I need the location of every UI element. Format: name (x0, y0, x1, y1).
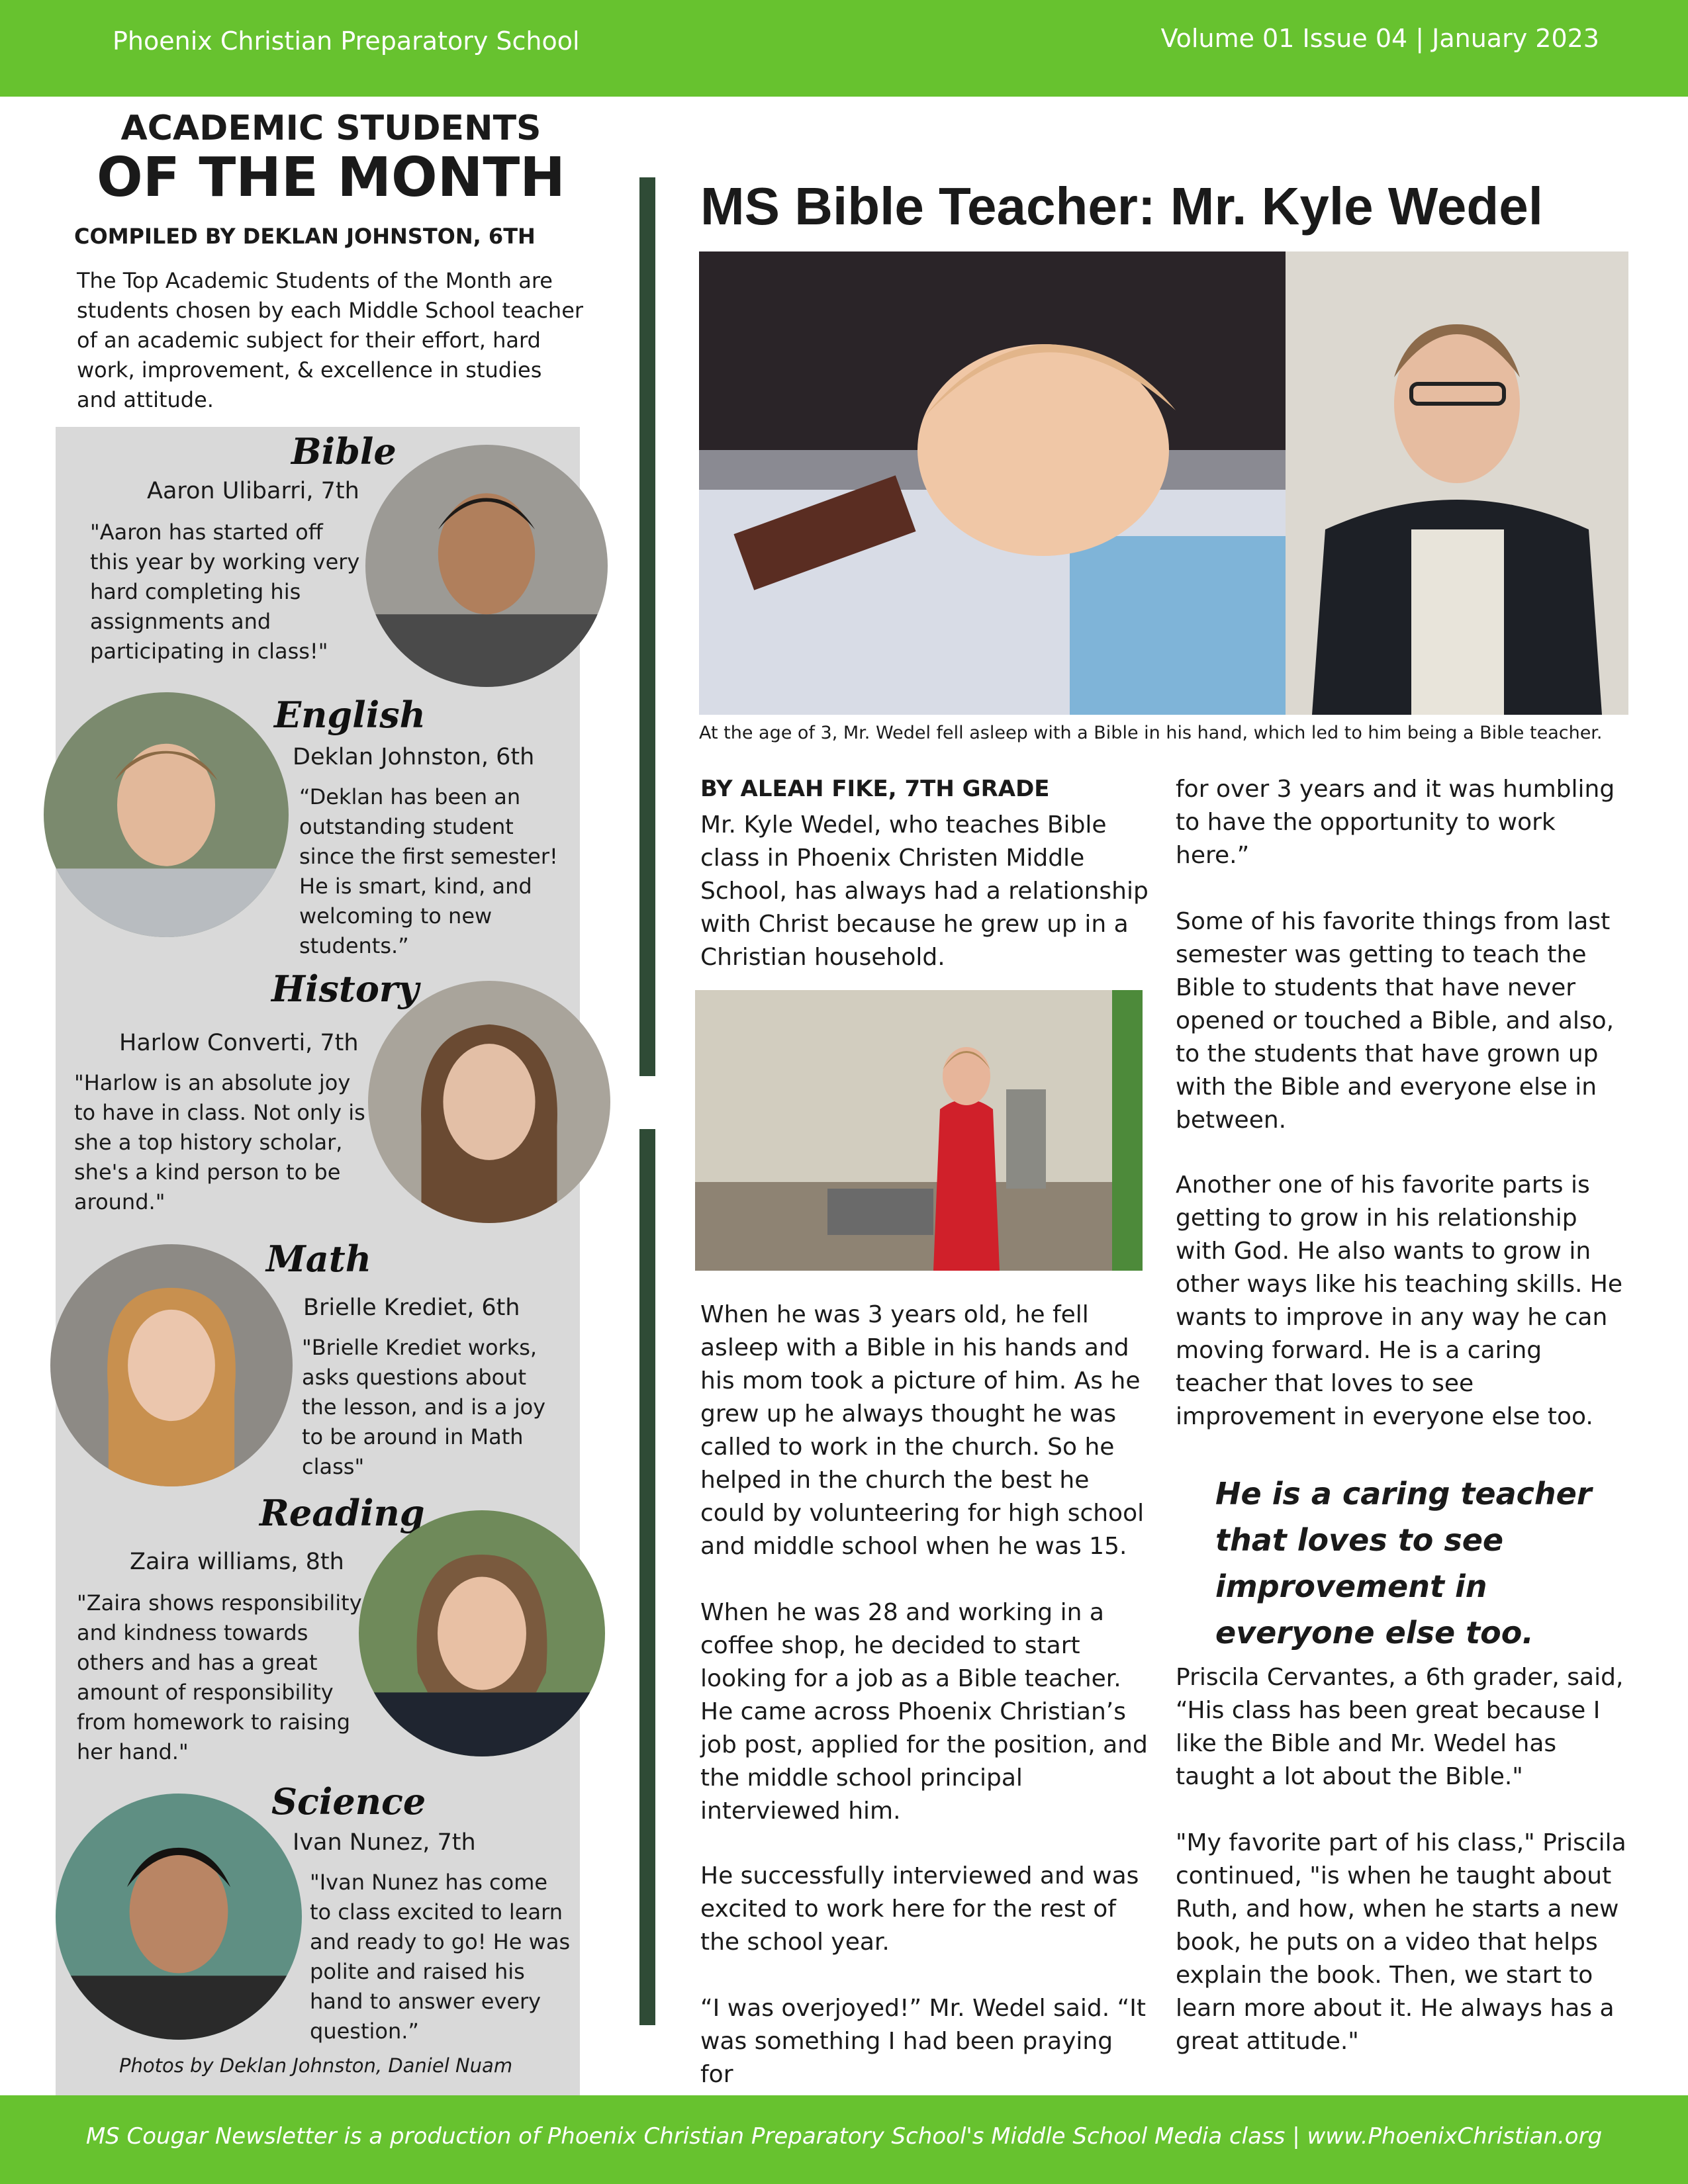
pull-quote: He is a caring teacher that loves to see improvement in everyone else too. (1215, 1476, 1592, 1651)
subject-history: History (271, 968, 419, 1010)
photo-teacher-image (1286, 251, 1628, 715)
section-title-line1: ACADEMIC STUDENTS (120, 109, 541, 148)
student-photo-harlow (368, 981, 610, 1223)
column-divider (639, 177, 655, 1076)
student-photo-image (44, 692, 289, 937)
school-name: Phoenix Christian Preparatory School (113, 26, 580, 56)
student-photo-brielle (50, 1244, 293, 1486)
section-title-line2: OF THE MONTH (97, 146, 565, 209)
student-name: Ivan Nunez, 7th (293, 1829, 476, 1856)
subject-math: Math (266, 1238, 371, 1280)
article-byline: BY ALEAH FIKE, 7TH GRADE (700, 776, 1050, 802)
photo-credit: Photos by Deklan Johnston, Daniel Nuam (119, 2054, 513, 2077)
student-name: Zaira williams, 8th (130, 1549, 344, 1575)
footer-text: MS Cougar Newsletter is a production of Phoenix Christian Preparatory School's Middle School Media class | www.PhoenixChristian.org (85, 2123, 1603, 2150)
article-paragraph: "My favorite part of his class," Priscila continued, "is when he taught about Ruth, and how, when he starts a new book, he puts on a video that helps explain the book. Then, we start to learn more about it. He always has a great attitude." (1176, 1829, 1626, 2055)
article-paragraph: “I was overjoyed!” Mr. Wedel said. “It was something I had been praying for (700, 1995, 1147, 2088)
photo-teacher-portrait (1286, 251, 1628, 715)
article-paragraph: Another one of his favorite parts is getting to grow in his relationship with God. He also wants to grow in other ways like his teaching skills. He wants to improve in any way he can moving forward. He is a caring teacher that loves to see improvement in everyone else too. (1176, 1171, 1623, 1430)
compiled-by: COMPILED BY DEKLAN JOHNSTON, 6TH (74, 224, 536, 249)
article-paragraph: for over 3 years and it was humbling to have the opportunity to work here.” (1176, 776, 1615, 869)
student-quote: "Zaira shows responsibility and kindness towards others and has a great amount of responsibility from homework to raising her hand." (77, 1590, 362, 1764)
student-quote: "Harlow is an absolute joy to have in class. Not only is she a top history scholar, she's a kind person to be around." (74, 1070, 365, 1214)
photo-caption: At the age of 3, Mr. Wedel fell asleep with a Bible in his hand, which led to him being a Bible teacher. (699, 723, 1603, 743)
student-photo-aaron (365, 445, 608, 687)
student-photo-ivan (56, 1794, 302, 2040)
student-name: Deklan Johnston, 6th (293, 744, 535, 770)
article-paragraph: He successfully interviewed and was excited to work here for the rest of the school year. (700, 1862, 1139, 1956)
student-photo-image (359, 1510, 605, 1756)
student-name: Harlow Converti, 7th (119, 1030, 359, 1056)
section-intro: The Top Academic Students of the Month are students chosen by each Middle School teacher of an academic subject for their effort, hard work, improvement, & excellence in studies and attitude. (77, 268, 584, 412)
photo-baby-sleeping (699, 251, 1286, 715)
article-paragraph: Some of his favorite things from last semester was getting to teach the Bible to students that have never opened or touched a Bible, and also, to the students that have grown up with the Bible and everyone else in between. (1176, 908, 1615, 1134)
subject-english: English (274, 694, 426, 736)
article-headline: MS Bible Teacher: Mr. Kyle Wedel (700, 177, 1543, 236)
student-photo-image (365, 445, 608, 687)
subject-reading: Reading (259, 1492, 425, 1534)
column-divider (639, 1129, 655, 2025)
article-paragraph: Mr. Kyle Wedel, who teaches Bible class in Phoenix Christen Middle School, has always had a relationship with Christ because he grew up in a Christian household. (700, 811, 1149, 971)
student-name: Aaron Ulibarri, 7th (147, 478, 359, 504)
student-photo-zaira (359, 1510, 605, 1756)
photo-classroom-image (695, 990, 1143, 1271)
subject-bible: Bible (291, 430, 397, 473)
subject-science: Science (271, 1780, 426, 1823)
student-photo-image (368, 981, 610, 1223)
issue-info: Volume 01 Issue 04 | January 2023 (1160, 24, 1599, 53)
photo-classroom (695, 990, 1143, 1271)
student-quote: "Aaron has started off this year by working very hard completing his assignments and participating in class!" (90, 520, 360, 664)
student-photo-deklan (44, 692, 289, 937)
student-quote: "Ivan Nunez has come to class excited to learn and ready to go! He was polite and raised his hand to answer every question.” (310, 1870, 571, 2044)
student-quote: "Brielle Krediet works, asks questions about the lesson, and is a joy to be around in Math class" (302, 1335, 546, 1479)
student-name: Brielle Krediet, 6th (303, 1295, 520, 1321)
article-paragraph: When he was 28 and working in a coffee shop, he decided to start looking for a job as a Bible teacher. He came across Phoenix Christian’s job post, applied for the position, and the middle school principal interviewed him. (700, 1599, 1148, 1825)
article-paragraph: When he was 3 years old, he fell asleep with a Bible in his hands and his mom took a picture of him. As he grew up he always thought he was called to work in the church. So he helped in the church the best he could by volunteering for high school and middle school when he was 15. (700, 1301, 1145, 1560)
photo-baby-image (699, 251, 1286, 715)
student-quote: “Deklan has been an outstanding student since the first semester! He is smart, kind, and welcoming to new students.” (299, 784, 558, 958)
article-paragraph: Priscila Cervantes, a 6th grader, said, “His class has been great because I like the Bible and Mr. Wedel has taught a lot about the Bible." (1176, 1664, 1624, 1790)
student-photo-image (50, 1244, 293, 1486)
student-photo-image (56, 1794, 302, 2040)
